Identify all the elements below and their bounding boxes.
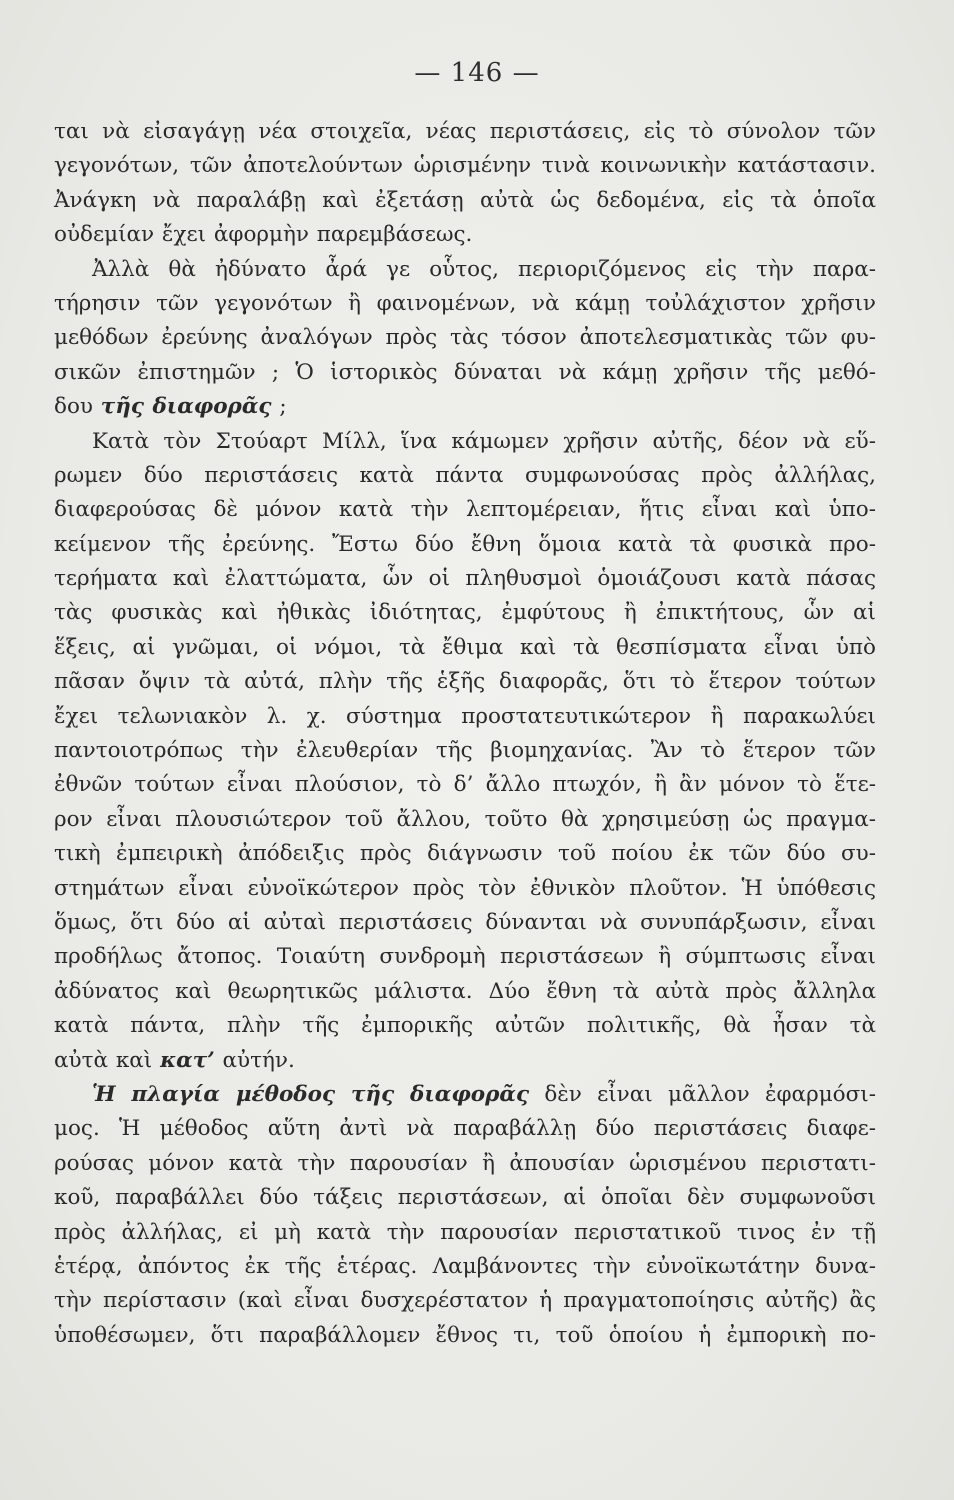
text-fragment: δὲν εἶναι μᾶλλον ἐφαρμόσι- [529, 1081, 876, 1107]
text-line: πρὸς ἀλλήλας, εἰ μὴ κατὰ τὴν παρουσίαν περιστατικοῦ τινος ἐν τῇ [54, 1219, 876, 1245]
text-line-emphasis [54, 1044, 876, 1078]
text-line: παντοιοτρόπως τὴν ἐλευθερίαν τῆς βιομηχανίας. Ἂν τὸ ἕτερον τῶν [54, 738, 876, 764]
text-line: γεγονότων, τῶν ἀποτελούντων ὡρισμένην τινὰ κοινωνικὴν κατάστασιν. [54, 153, 876, 179]
text-line: μος. Ἡ μέθοδος αὕτη ἀντὶ νὰ παραβάλλῃ δύο περιστάσεις διαφε- [54, 1116, 876, 1142]
text-line: ται νὰ εἰσαγάγῃ νέα στοιχεῖα, νέας περιστάσεις, εἰς τὸ σύνολον τῶν [54, 119, 876, 144]
text-line: διαφερούσας δὲ μόνον κατὰ τὴν λεπτομέρειαν, ἥτις εἶναι καὶ ὑπο- [54, 497, 876, 523]
page-number: — 146 — [414, 58, 540, 88]
text-line: προδήλως ἄτοπος. Τοιαύτη συνδρομὴ περιστάσεων ἢ σύμπτωσις εἶναι [54, 944, 876, 970]
text-line: σικῶν ἐπιστημῶν ; Ὁ ἱστορικὸς δύναται νὰ κάμῃ χρῆσιν τῆς μεθό- [54, 359, 876, 385]
text-line: Ἀλλὰ θὰ ἠδύνατο ἆρά γε οὗτος, περιοριζόμενος εἰς τὴν παρα- [92, 256, 876, 282]
text-line: ἀδύνατος καὶ θεωρητικῶς μάλιστα. Δύο ἔθνη τὰ αὐτὰ πρὸς ἄλληλα [54, 978, 876, 1004]
text-line: ἐθνῶν τούτων εἶναι πλούσιον, τὸ δ’ ἄλλο πτωχόν, ἢ ἂν μόνον τὸ ἕτε- [54, 772, 876, 798]
text-line: κοῦ, παραβάλλει δύο τάξεις περιστάσεων, αἱ ὁποῖαι δὲν συμφωνοῦσι [54, 1185, 876, 1211]
text-line: ὅμως, ὅτι δύο αἱ αὐταὶ περιστάσεις δύνανται νὰ συνυπάρξωσιν, εἶναι [54, 909, 876, 935]
emphasized-term: κατ’ [160, 1047, 215, 1073]
text-line: τερήματα καὶ ἐλαττώματα, ὧν οἱ πληθυσμοὶ ὁμοιάζουσι κατὰ πάσας [54, 566, 876, 592]
text-fragment: ; [271, 394, 287, 420]
text-line: οὐδεμίαν ἔχει ἀφορμὴν παρεμβάσεως. [54, 222, 473, 248]
text-line: τήρησιν τῶν γεγονότων ἢ φαινομένων, νὰ κάμῃ τοὐλάχιστον χρῆσιν [54, 290, 876, 316]
text-line: πᾶσαν ὄψιν τὰ αὐτά, πλὴν τῆς ἑξῆς διαφορᾶς, ὅτι τὸ ἕτερον τούτων [54, 669, 876, 695]
text-line: κατὰ πάντα, πλὴν τῆς ἐμπορικῆς αὐτῶν πολιτικῆς, θὰ ἦσαν τὰ [54, 1013, 876, 1039]
text-line: τὰς φυσικὰς καὶ ἠθικὰς ἰδιότητας, ἐμφύτους ἢ ἐπικτήτους, ὧν αἱ [54, 600, 876, 626]
section-heading-inline: Ἡ πλαγία μέθοδος τῆς διαφορᾶς [92, 1081, 530, 1107]
text-line: κείμενον τῆς ἐρεύνης. Ἔστω δύο ἔθνη ὅμοια κατὰ τὰ φυσικὰ προ- [54, 531, 876, 557]
text-line-emphasis [54, 1078, 876, 1112]
text-line: μεθόδων ἐρεύνης ἀναλόγων πρὸς τὰς τόσον ἀποτελεσματικὰς τῶν φυ- [54, 325, 876, 351]
text-line: τὴν περίστασιν (καὶ εἶναι δυσχερέστατον ἡ πραγματοποίησις αὐτῆς) ἂς [54, 1288, 876, 1314]
text-line: στημάτων εἶναι εὐνοϊκώτερον πρὸς τὸν ἐθνικὸν πλοῦτον. Ἡ ὑπόθεσις [54, 875, 876, 901]
text-line: Κατὰ τὸν Στούαρτ Μίλλ, ἵνα κάμωμεν χρῆσιν αὐτῆς, δέον νὰ εὕ- [92, 428, 876, 454]
body-text [54, 115, 876, 1353]
text-line: ρωμεν δύο περιστάσεις κατὰ πάντα συμφωνούσας πρὸς ἀλλήλας, [54, 462, 876, 488]
text-line: ἑτέρᾳ, ἀπόντος ἐκ τῆς ἑτέρας. Λαμβάνοντες τὴν εὐνοϊκωτάτην δυνα- [54, 1253, 876, 1279]
text-line-emphasis [54, 390, 876, 424]
text-line: ὑποθέσωμεν, ὅτι παραβάλλομεν ἔθνος τι, τοῦ ὁποίου ἡ ἐμπορικὴ πο- [54, 1322, 876, 1348]
text-fragment: αὐτήν. [214, 1047, 295, 1073]
text-line: τικὴ ἐμπειρικὴ ἀπόδειξις πρὸς διάγνωσιν τοῦ ποίου ἐκ τῶν δύο συ- [54, 841, 876, 867]
text-line: ἕξεις, αἱ γνῶμαι, οἱ νόμοι, τὰ ἔθιμα καὶ τὰ θεσπίσματα εἶναι ὑπὸ [54, 634, 876, 660]
emphasized-term: τῆς διαφορᾶς [100, 394, 272, 420]
text-line: ρούσας μόνον κατὰ τὴν παρουσίαν ἢ ἀπουσίαν ὡρισμένου περιστατι- [54, 1150, 876, 1176]
text-line: ρον εἶναι πλουσιώτερον τοῦ ἄλλου, τοῦτο θὰ χρησιμεύσῃ ὡς πραγμα- [54, 806, 876, 832]
text-fragment: δου [54, 394, 101, 420]
text-line: ἔχει τελωνιακὸν λ. χ. σύστημα προστατευτικώτερον ἢ παρακωλύει [54, 703, 876, 729]
text-fragment: αὐτὰ καὶ [54, 1047, 161, 1073]
text-line: Ἀνάγκη νὰ παραλάβῃ καὶ ἐξετάσῃ αὐτὰ ὡς δεδομένα, εἰς τὰ ὁποῖα [54, 187, 876, 213]
